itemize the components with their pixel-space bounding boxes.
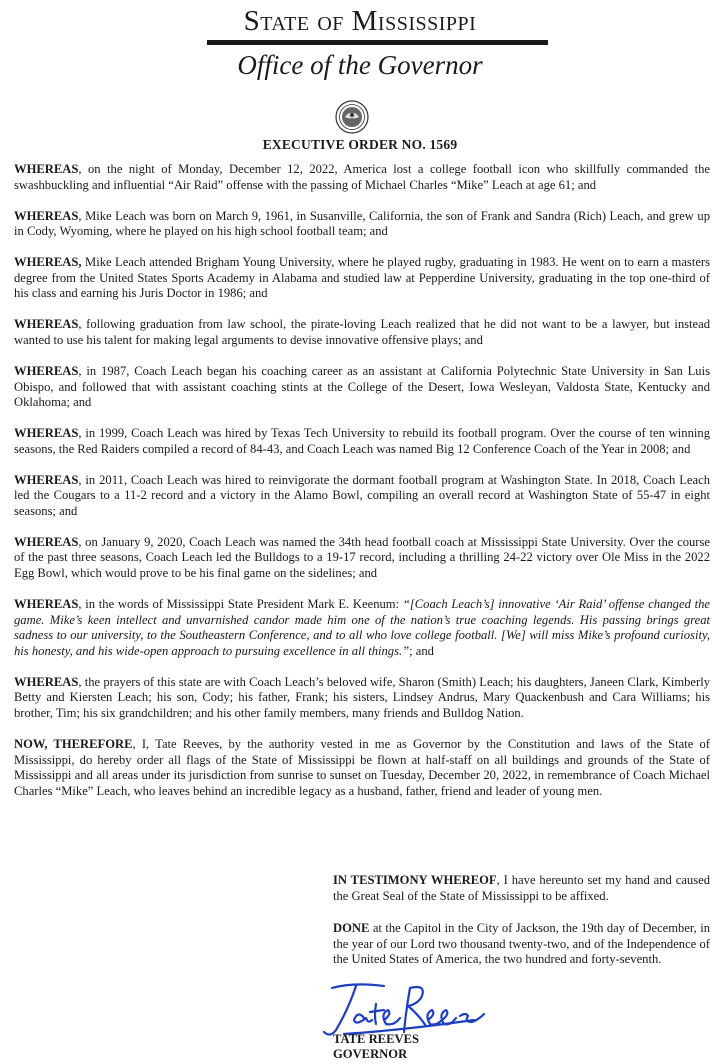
whereas-paragraph: WHEREAS, in 1987, Coach Leach began his coaching career as an assistant at California Polytechnic State University in San Luis Obispo, and followed that with assistant coaching stints at the College of the Desert, Iowa Wesleyan, Valdosta State, Kentucky and Oklahoma; and: [14, 363, 710, 410]
now-therefore-paragraph: NOW, THEREFORE, I, Tate Reeves, by the authority vested in me as Governor by the Constitution and laws of the State of Mississippi, do hereby order all flags of the State of Mississippi be flown at half-staff on all buildings and grounds of the State of Mississippi and all areas under its jurisdiction from sunrise to sunset on Tuesday, December 20, 2022, in remembrance of Coach Michael Charles “Mike” Leach, who leaves behind an incredible legacy as a husband, father, friend and leader of young men.: [14, 736, 710, 798]
keenum-quote: “[Coach Leach’s] innovative ‘Air Raid’ offense changed the game. Mike’s keen intellect and unvarnished candor made him one of the nation’s true coaching legends. His passing brings great sadness to our university, to the Southeastern Conference, and to all who love college football. [We] will miss Mike’s profound curiosity, his honesty, and his wide-open approach to pursuing excellence in all things.”: [14, 597, 710, 658]
whereas-paragraph: WHEREAS, the prayers of this state are with Coach Leach’s beloved wife, Sharon (Smith) Leach; his daughters, Janeen Clark, Kimberly Betty and Kiersten Leach; his son, Cody; his father, Frank; his sisters, Lindsey Andrus, Mary Quackenbush and Cara Williams; his brother, Tim; his six grandchildren; and his other family members, many friends and Bulldog Nation.: [14, 674, 710, 720]
whereas-paragraph: WHEREAS, on the night of Monday, December 12, 2022, America lost a college football icon who skillfully commanded the swashbuckling and influential “Air Raid” offense with the passing of Michael Charles “Mike” Leach at age 61; and: [14, 162, 710, 192]
whereas-paragraph: WHEREAS, Mike Leach attended Brigham Young University, where he played rugby, graduating in 1983. He went on to earn a masters degree from the United States Sports Academy in Alabama and studied law at Pepperdine University, graduating in the top one-third of his class and earning his Juris Doctor in 1986; and: [14, 255, 710, 301]
office-title: Office of the Governor: [237, 50, 483, 80]
testimony-paragraph: IN TESTIMONY WHEREOF, I have hereunto set my hand and caused the Great Seal of the State of Mississippi to be affixed.: [333, 873, 710, 903]
governor-name: TATE REEVES: [333, 1032, 419, 1046]
whereas-paragraph: WHEREAS, in 2011, Coach Leach was hired to reinvigorate the dormant football program at Washington State. In 2018, Coach Leach led the Cougars to a 11-2 record and a victory in the Alamo Bowl, compiling an overall record at Washington State of 55-47 in eight seasons; and: [14, 472, 710, 518]
whereas-paragraph: WHEREAS, in 1999, Coach Leach was hired by Texas Tech University to rebuild its football program. Over the course of ten winning seasons, the Red Raiders compiled a record of 84-43, and Coach Leach was named Big 12 Conference Coach of the Year in 2008; and: [14, 426, 710, 456]
header-rule: [207, 40, 548, 45]
whereas-paragraph: WHEREAS, in the words of Mississippi State President Mark E. Keenum: “[Coach Leach’s] innovative ‘Air Raid’ offense changed the game. Mike’s keen intellect and unvarnished candor made him one of the nation’s true coaching legends. His passing brings great sadness to our university, to the Southeastern Conference, and to all who love college football. [We] will miss Mike’s profound curiosity, his honesty, and his wide-open approach to pursuing excellence in all things.”; and: [14, 597, 710, 658]
governor-signature: [314, 980, 494, 1040]
whereas-paragraph: WHEREAS, following graduation from law school, the pirate-loving Leach realized that he did not want to be a lawyer, but instead wanted to use his talent for making legal arguments to devise innovative offensive plays; and: [14, 317, 710, 347]
order-body: [14, 162, 710, 815]
executive-order-number: EXECUTIVE ORDER NO. 1569: [262, 137, 458, 152]
state-title: State of Mississippi: [243, 5, 477, 37]
governor-title: GOVERNOR: [333, 1047, 408, 1061]
signature-block: [333, 1032, 419, 1062]
done-paragraph: DONE at the Capitol in the City of Jackson, the 19th day of December, in the year of our Lord two thousand twenty-two, and of the Independence of the United States of America, the two hundred and forty-seventh.: [333, 921, 710, 967]
state-seal-icon: [335, 100, 369, 134]
whereas-paragraph: WHEREAS, Mike Leach was born on March 9, 1961, in Susanville, California, the son of Frank and Sandra (Rich) Leach, and grew up in Cody, Wyoming, where he played on his high school football team; and: [14, 208, 710, 239]
whereas-paragraph: WHEREAS, on January 9, 2020, Coach Leach was named the 34th head football coach at Mississippi State University. Over the course of the past three seasons, Coach Leach led the Bulldogs to a 19-17 record, including a thrilling 24-22 victory over Ole Miss in the 2022 Egg Bowl, which would prove to be his final game on the sidelines; and: [14, 534, 710, 581]
